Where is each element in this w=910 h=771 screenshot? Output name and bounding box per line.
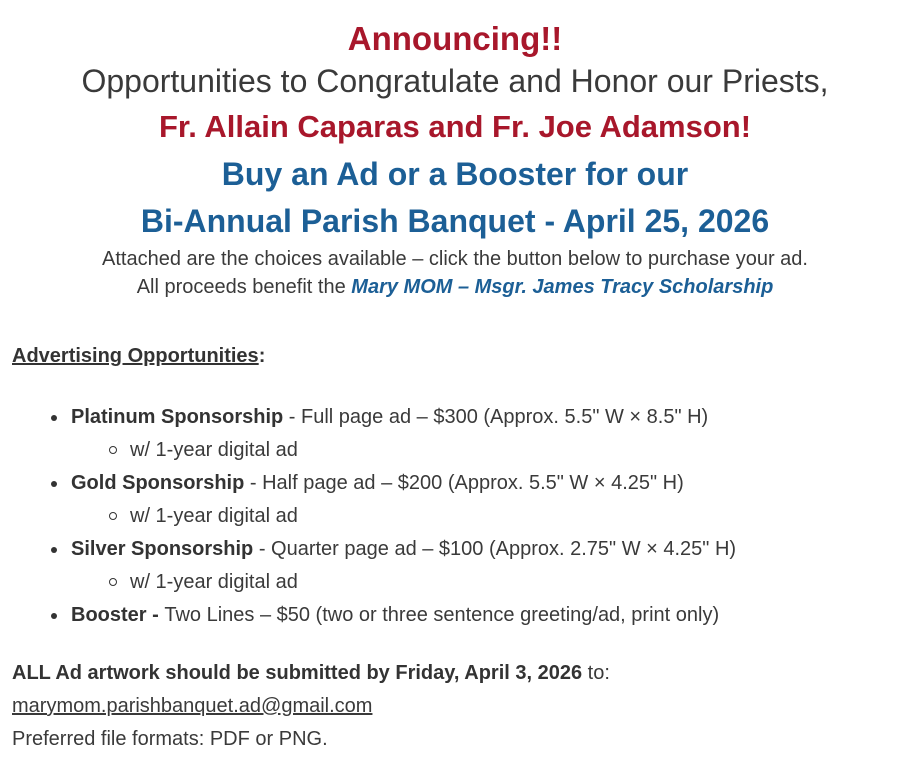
- deadline-suffix: to:: [582, 662, 610, 684]
- sub-list-item: w/ 1-year digital ad: [71, 500, 898, 533]
- list-item-booster: [12, 599, 898, 632]
- tier-detail: - Full page ad – $300 (Approx. 5.5" W × 8.5" H): [283, 406, 709, 428]
- sub-list: [71, 566, 898, 599]
- banquet-date-heading: Bi-Annual Parish Banquet - April 25, 2026: [140, 203, 770, 239]
- tier-detail: - Half page ad – $200 (Approx. 5.5" W × 4.25" H): [244, 472, 684, 494]
- deadline-text: ALL Ad artwork should be submitted by Friday, April 3, 2026: [12, 662, 583, 684]
- priests-heading: Fr. Allain Caparas and Fr. Joe Adamson!: [158, 109, 752, 144]
- sub-list: [71, 500, 898, 533]
- tier-name: Platinum Sponsorship: [71, 406, 284, 428]
- advertising-heading-text: Advertising Opportunities: [12, 345, 259, 367]
- tier-detail: Two Lines – $50 (two or three sentence greeting/ad, print only): [164, 604, 720, 626]
- list-item-platinum: [12, 401, 898, 467]
- scholarship-name: Mary MOM – Msgr. James Tracy Scholarship: [351, 276, 774, 298]
- tier-name: Booster -: [71, 604, 165, 626]
- advertising-heading-colon: :: [258, 345, 266, 367]
- email-link[interactable]: marymom.parishbanquet.ad@gmail.com: [12, 695, 373, 717]
- announce-heading: Announcing!!: [347, 20, 563, 57]
- advertising-heading: [12, 301, 898, 370]
- tier-detail: - Quarter page ad – $100 (Approx. 2.75" W × 4.25" H): [253, 538, 737, 560]
- buy-ad-heading: Buy an Ad or a Booster for our: [221, 156, 689, 192]
- deadline-line: [12, 632, 898, 690]
- proceeds-prefix: All proceeds benefit the: [136, 276, 352, 298]
- sponsorship-list: [12, 370, 898, 632]
- sub-list-item: w/ 1-year digital ad: [71, 434, 898, 467]
- tier-name: Gold Sponsorship: [71, 472, 245, 494]
- sub-list-item: w/ 1-year digital ad: [71, 566, 898, 599]
- sub-list: [71, 434, 898, 467]
- tier-name: Silver Sponsorship: [71, 538, 254, 560]
- file-formats-note: Preferred file formats: PDF or PNG.: [12, 728, 328, 750]
- opportunities-heading: Opportunities to Congratulate and Honor our Priests,: [81, 63, 829, 99]
- intro-line: Attached are the choices available – click the button below to purchase your ad.: [102, 248, 808, 270]
- list-item-gold: [12, 467, 898, 533]
- list-item-silver: [12, 533, 898, 599]
- proceeds-line: [12, 273, 898, 301]
